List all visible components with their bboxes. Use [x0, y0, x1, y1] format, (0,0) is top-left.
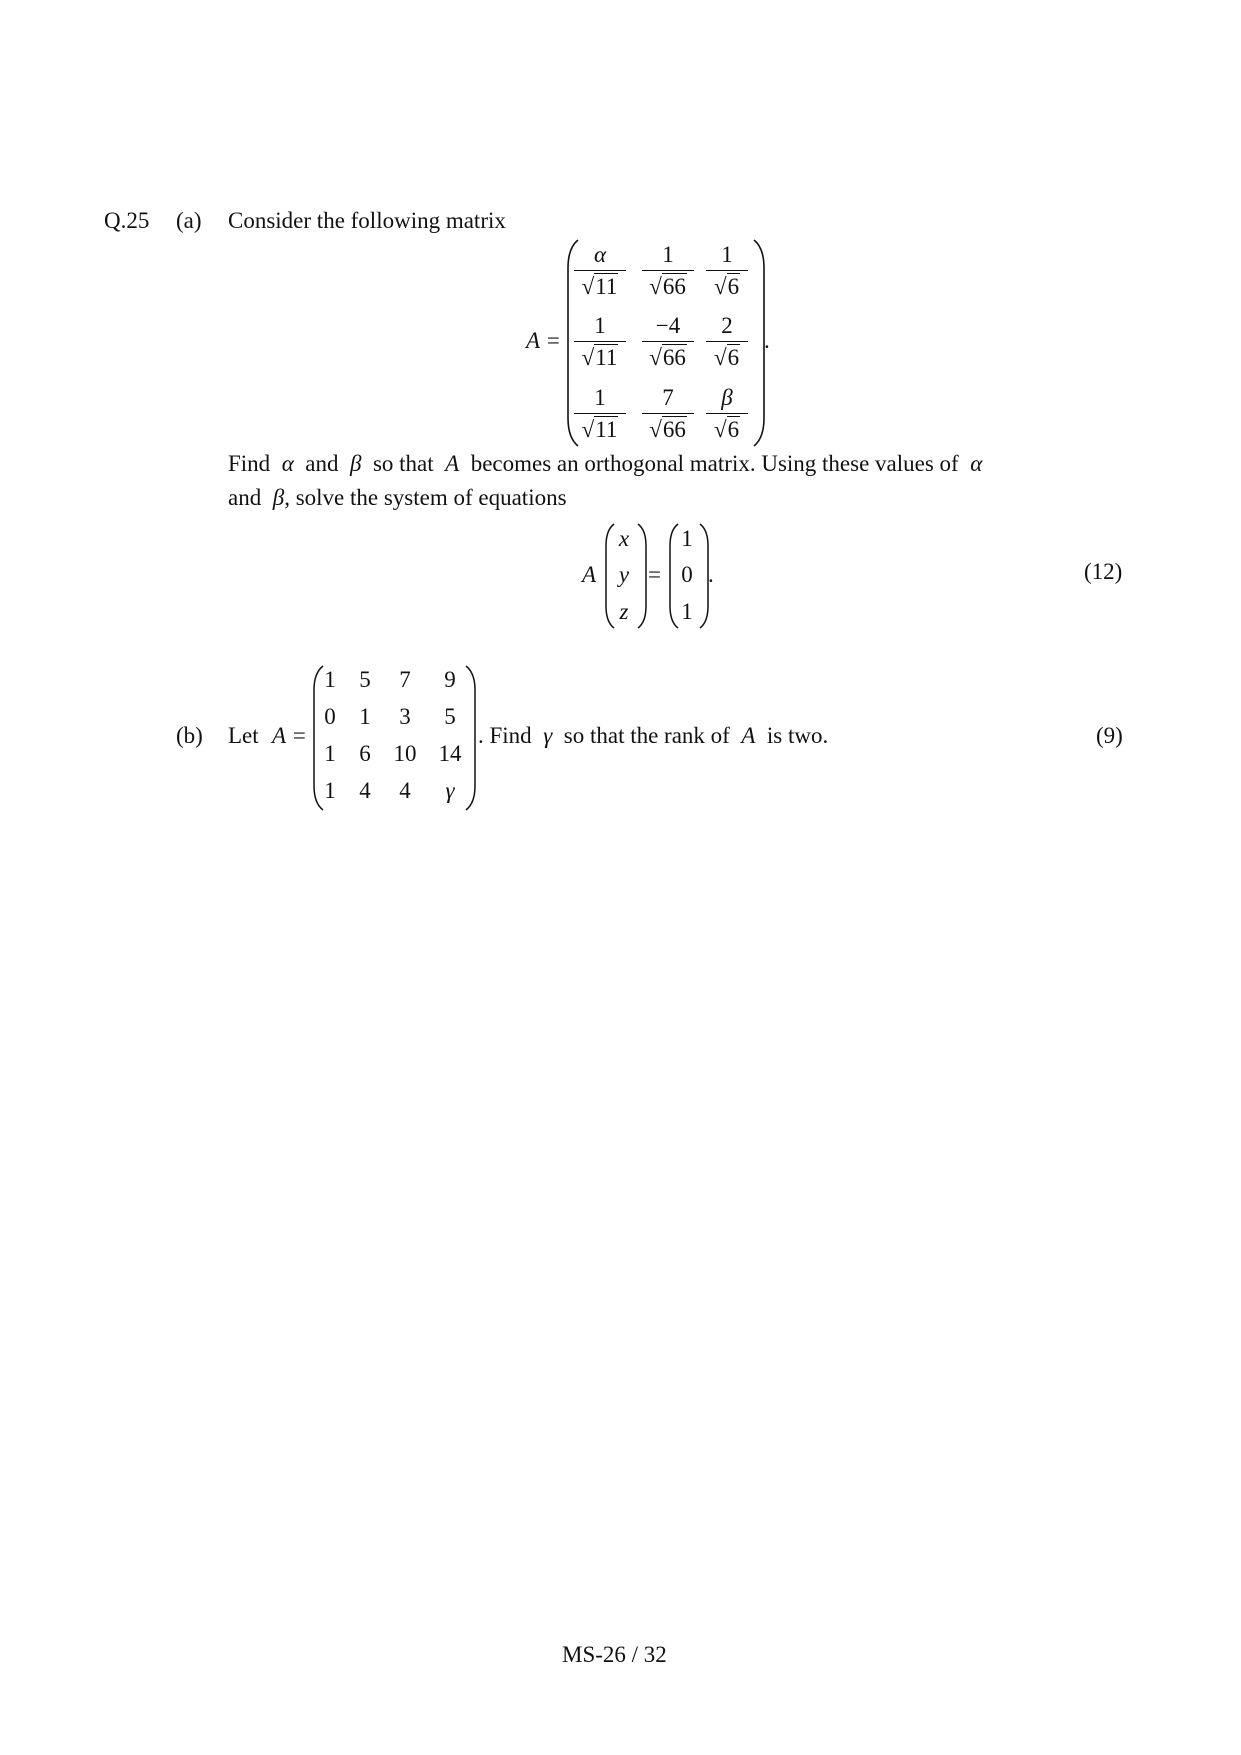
marks-part-a: (12)	[1084, 559, 1123, 584]
matrix-b-entry: γ	[445, 778, 455, 803]
right-paren-icon	[636, 522, 648, 630]
page-number: MS-26 / 32	[562, 1642, 667, 1667]
matrix-a-entry: −4 √66	[638, 311, 698, 372]
matrix-b-entry: 5	[444, 704, 456, 729]
part-a-text-line1: Find α and β so that A becomes an orthogonal matrix. Using these values of α	[228, 451, 983, 476]
matrix-b-entry: 10	[393, 741, 417, 766]
matrix-b-entry: 3	[399, 704, 411, 729]
part-a-label: (a)	[176, 208, 202, 233]
matrix-b-entry: 1	[324, 778, 336, 803]
marks-part-b: (9)	[1096, 723, 1123, 748]
matrix-a-entry: α √11	[570, 240, 630, 301]
part-a-text-line2: and β, solve the system of equations	[228, 485, 567, 510]
part-b-label: (b)	[176, 723, 203, 748]
matrix-b-entry: 1	[324, 667, 336, 692]
matrix-a-entry: β √6	[702, 383, 752, 444]
part-b-text: . Find γ so that the rank of A is two.	[478, 723, 829, 748]
vector-entry: y	[618, 562, 630, 587]
matrix-b-entry: 4	[399, 778, 411, 803]
part-b-let: Let	[228, 723, 259, 748]
question-number: Q.25	[104, 208, 150, 233]
matrix-b-entry: 1	[324, 741, 336, 766]
matrix-b-entry: 14	[438, 741, 462, 766]
matrix-a-entry: 1 √6	[702, 240, 752, 301]
matrix-b-entry: 1	[359, 704, 371, 729]
matrix-a-entry: 1 √11	[570, 311, 630, 372]
system-lhs: A	[582, 562, 597, 587]
matrix-b-entry: 5	[359, 667, 371, 692]
vector-entry: 1	[681, 599, 693, 624]
matrix-a-entry: 7 √66	[638, 383, 698, 444]
part-a-intro: Consider the following matrix	[228, 208, 506, 233]
matrix-a-period: .	[764, 328, 770, 353]
system-period: .	[708, 562, 714, 587]
matrix-b-entry: 0	[324, 704, 336, 729]
equals-sign: =	[648, 562, 661, 587]
part-b-lhs: A =	[272, 723, 307, 748]
vector-entry: 0	[681, 562, 693, 587]
matrix-b-entry: 6	[359, 741, 371, 766]
matrix-a-entry: 2 √6	[702, 311, 752, 372]
matrix-b-entry: 7	[399, 667, 411, 692]
vector-entry: x	[618, 526, 630, 551]
matrix-b-entry: 9	[444, 667, 456, 692]
matrix-b-entry: 4	[359, 778, 371, 803]
matrix-a-entry: 1 √66	[638, 240, 698, 301]
vector-entry: z	[619, 599, 629, 624]
vector-entry: 1	[681, 526, 693, 551]
matrix-a-lhs: A =	[526, 328, 561, 353]
matrix-a-entry: 1 √11	[570, 383, 630, 444]
